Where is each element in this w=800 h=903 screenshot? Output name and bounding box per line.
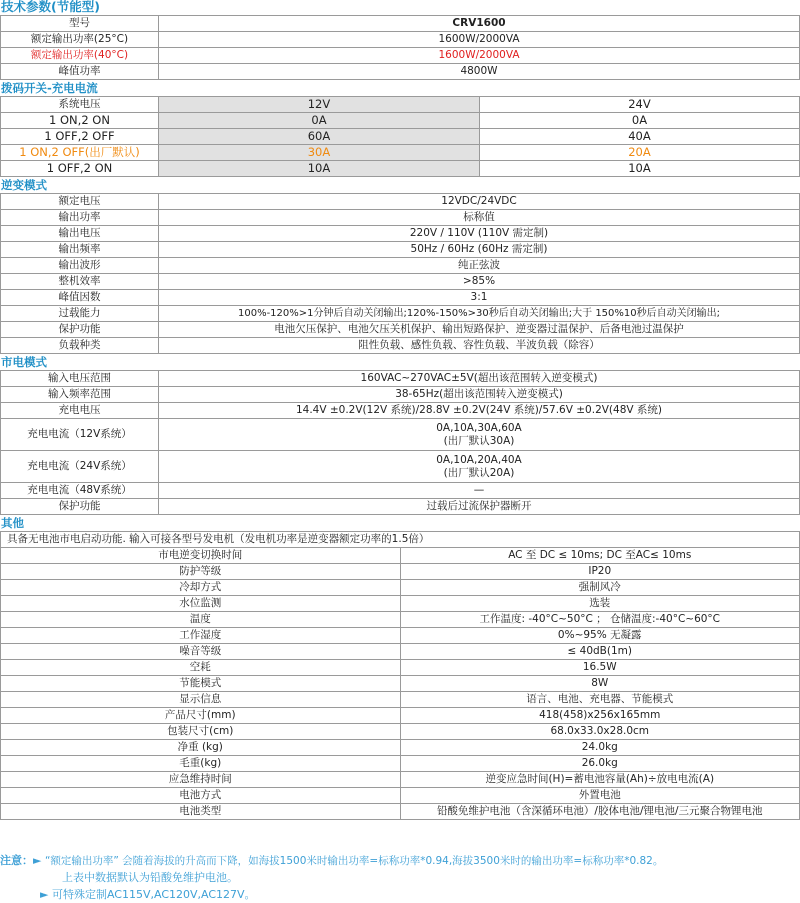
row-value: 3:1 (159, 290, 800, 306)
row-label: 市电逆变切换时间 (1, 548, 401, 564)
row-value: 选装 (400, 596, 800, 612)
table-row (1, 290, 800, 306)
table-row (1, 580, 800, 596)
note-line-1 (0, 853, 663, 869)
dip-label: 1 ON,2 ON (1, 113, 159, 129)
charge-voltage-label: 充电电压 (1, 403, 159, 419)
table-row (1, 306, 800, 322)
row-value: 68.0x33.0x28.0cm (400, 724, 800, 740)
charge-current-12v-label: 充电电流（12V系统） (1, 419, 159, 451)
row-value: 标称值 (159, 210, 800, 226)
table-row (1, 32, 800, 48)
charge-current-24v-default: (出厂默认20A) (443, 466, 515, 479)
dip-12v-value: 60A (159, 129, 480, 145)
row-value: 16.5W (400, 660, 800, 676)
table-row (1, 676, 800, 692)
table-row (1, 322, 800, 338)
table-row (1, 16, 800, 32)
table-row (1, 772, 800, 788)
charge-current-24v-options: 0A,10A,20A,40A (436, 453, 522, 466)
charge-current-12v-options: 0A,10A,30A,60A (436, 421, 522, 434)
dip-24v-value: 0A (480, 113, 800, 129)
dip-12v-value: 0A (159, 113, 480, 129)
spec-table (0, 15, 800, 80)
table-row (1, 403, 800, 419)
dip-24v-value-default: 20A (480, 145, 800, 161)
row-label: 输出波形 (1, 258, 159, 274)
row-value: 12VDC/24VDC (159, 194, 800, 210)
peak-power-label: 峰值功率 (1, 64, 159, 80)
row-value: AC 至 DC ≤ 10ms; DC 至AC≤ 10ms (400, 548, 800, 564)
charge-current-48v-label: 充电电流（48V系统） (1, 483, 159, 499)
row-label: 噪音等级 (1, 644, 401, 660)
table-row (1, 628, 800, 644)
dip-label: 1 OFF,2 OFF (1, 129, 159, 145)
row-label: 防护等级 (1, 564, 401, 580)
rated-power-25-value: 1600W/2000VA (159, 32, 800, 48)
dip-label-default: 1 ON,2 OFF(出厂默认) (1, 145, 159, 161)
row-label: 产品尺寸(mm) (1, 708, 401, 724)
rated-power-40-label: 额定输出功率(40°C) (1, 48, 159, 64)
other-intro: 具备无电池市电启动功能. 输入可接各型号发电机（发电机功率是逆变器额定功率的1.5倍） (1, 532, 800, 548)
table-row (1, 274, 800, 290)
dip-24v-value: 40A (480, 129, 800, 145)
table-row (1, 419, 800, 451)
section-title-inverter: 逆变模式 (1, 178, 47, 192)
row-label: 整机效率 (1, 274, 159, 290)
table-row (1, 499, 800, 515)
row-label: 毛重(kg) (1, 756, 401, 772)
row-value: IP20 (400, 564, 800, 580)
rated-power-25-label: 额定输出功率(25°C) (1, 32, 159, 48)
row-label: 输出频率 (1, 242, 159, 258)
row-value: 逆变应急时间(H)=蓄电池容量(Ah)÷放电电流(A) (400, 772, 800, 788)
table-row (1, 644, 800, 660)
table-row (1, 338, 800, 354)
row-label: 冷却方式 (1, 580, 401, 596)
charge-voltage-value: 14.4V ±0.2V(12V 系统)/28.8V ±0.2V(24V 系统)/57.6V ±0.2V(48V 系统) (159, 403, 800, 419)
row-label: 节能模式 (1, 676, 401, 692)
note-text-2: 上表中数据默认为铅酸免维护电池。 (62, 871, 238, 884)
voltage-24v-header: 24V (480, 97, 800, 113)
table-row (1, 161, 800, 177)
row-label: 过载能力 (1, 306, 159, 322)
row-label: 输出功率 (1, 210, 159, 226)
row-value: 语言、电池、充电器、节能模式 (400, 692, 800, 708)
row-label: 水位监测 (1, 596, 401, 612)
table-row (1, 145, 800, 161)
table-row (1, 612, 800, 628)
model-label: 型号 (1, 16, 159, 32)
mains-table (0, 370, 800, 515)
mains-protection-value: 过载后过流保护器断开 (159, 499, 800, 515)
row-label: 电池方式 (1, 788, 401, 804)
table-row (1, 371, 800, 387)
dip-switch-table (0, 96, 800, 177)
table-row (1, 451, 800, 483)
row-label: 负载种类 (1, 338, 159, 354)
row-value: 铅酸免维护电池（含深循环电池）/胶体电池/锂电池/三元聚合物锂电池 (400, 804, 800, 820)
row-value: 26.0kg (400, 756, 800, 772)
model-value: CRV1600 (159, 16, 800, 32)
table-row (1, 660, 800, 676)
rated-power-40-value: 1600W/2000VA (159, 48, 800, 64)
table-row (1, 692, 800, 708)
mains-protection-label: 保护功能 (1, 499, 159, 515)
table-row (1, 242, 800, 258)
table-row (1, 596, 800, 612)
table-row (1, 258, 800, 274)
row-value: 外置电池 (400, 788, 800, 804)
row-value: 24.0kg (400, 740, 800, 756)
table-row (1, 387, 800, 403)
table-row (1, 210, 800, 226)
table-row (1, 756, 800, 772)
table-row (1, 548, 800, 564)
row-label: 额定电压 (1, 194, 159, 210)
table-row (1, 48, 800, 64)
peak-power-value: 4800W (159, 64, 800, 80)
note-label: 注意： (0, 854, 33, 867)
table-row (1, 740, 800, 756)
row-label: 电池类型 (1, 804, 401, 820)
table-row (1, 788, 800, 804)
voltage-12v-header: 12V (159, 97, 480, 113)
row-value: 220V / 110V (110V 需定制) (159, 226, 800, 242)
row-value: 50Hz / 60Hz (60Hz 需定制) (159, 242, 800, 258)
note-line-2 (62, 870, 238, 886)
row-label: 应急维持时间 (1, 772, 401, 788)
input-frequency-label: 输入频率范围 (1, 387, 159, 403)
charge-current-24v-label: 充电电流（24V系统） (1, 451, 159, 483)
dip-12v-value-default: 30A (159, 145, 480, 161)
row-label: 保护功能 (1, 322, 159, 338)
charge-current-12v-value (159, 419, 800, 451)
table-row (1, 724, 800, 740)
row-label: 显示信息 (1, 692, 401, 708)
table-row (1, 532, 800, 548)
row-value: >85% (159, 274, 800, 290)
input-frequency-value: 38-65Hz(超出该范围转入逆变模式) (159, 387, 800, 403)
table-row (1, 113, 800, 129)
section-title-spec: 技术参数(节能型) (1, 0, 100, 14)
charge-current-24v-value (159, 451, 800, 483)
inverter-table (0, 193, 800, 354)
system-voltage-label: 系统电压 (1, 97, 159, 113)
row-value: 工作温度: -40°C~50°C ； 仓储温度:-40°C~60°C (400, 612, 800, 628)
table-row (1, 226, 800, 242)
row-value: 8W (400, 676, 800, 692)
row-value: 电池欠压保护、电池欠压关机保护、输出短路保护、逆变器过温保护、后备电池过温保护 (159, 322, 800, 338)
charge-current-48v-value: — (159, 483, 800, 499)
arrow-right-icon: ► (40, 888, 49, 901)
charge-current-12v-default: (出厂默认30A) (443, 434, 515, 447)
input-voltage-value: 160VAC~270VAC±5V(超出该范围转入逆变模式) (159, 371, 800, 387)
note-line-3 (40, 887, 256, 903)
row-label: 空耗 (1, 660, 401, 676)
note-text-3: 可特殊定制AC115V,AC120V,AC127V。 (51, 888, 256, 901)
row-value: 强制风冷 (400, 580, 800, 596)
dip-label: 1 OFF,2 ON (1, 161, 159, 177)
row-label: 输出电压 (1, 226, 159, 242)
row-value: 418(458)x256x165mm (400, 708, 800, 724)
row-label: 工作湿度 (1, 628, 401, 644)
other-table (0, 531, 800, 820)
table-row (1, 194, 800, 210)
section-title-mains: 市电模式 (1, 355, 47, 369)
row-value: 纯正弦波 (159, 258, 800, 274)
table-row (1, 64, 800, 80)
table-row (1, 97, 800, 113)
row-label: 包装尺寸(cm) (1, 724, 401, 740)
row-label: 净重 (kg) (1, 740, 401, 756)
table-row (1, 564, 800, 580)
row-value: 阻性负载、感性负载、容性负载、半波负载（除容） (159, 338, 800, 354)
section-title-other: 其他 (1, 516, 24, 530)
dip-12v-value: 10A (159, 161, 480, 177)
dip-24v-value: 10A (480, 161, 800, 177)
row-label: 峰值因数 (1, 290, 159, 306)
table-row (1, 129, 800, 145)
row-value: 0%~95% 无凝露 (400, 628, 800, 644)
table-row (1, 483, 800, 499)
input-voltage-label: 输入电压范围 (1, 371, 159, 387)
table-row (1, 804, 800, 820)
row-value: ≤ 40dB(1m) (400, 644, 800, 660)
table-row (1, 708, 800, 724)
row-value: 100%-120%>1分钟后自动关闭输出;120%-150%>30秒后自动关闭输出;大于 150%10秒后自动关闭输出; (159, 306, 800, 322)
row-label: 温度 (1, 612, 401, 628)
arrow-right-icon: ► (33, 854, 42, 867)
note-text-1: “额定输出功率” 会随着海拔的升高而下降，如海拔1500米时输出功率=标称功率*0.94,海拔3500米时的输出功率=标称功率*0.82。 (44, 855, 664, 867)
section-title-dip: 拨码开关-充电电流 (1, 81, 98, 95)
